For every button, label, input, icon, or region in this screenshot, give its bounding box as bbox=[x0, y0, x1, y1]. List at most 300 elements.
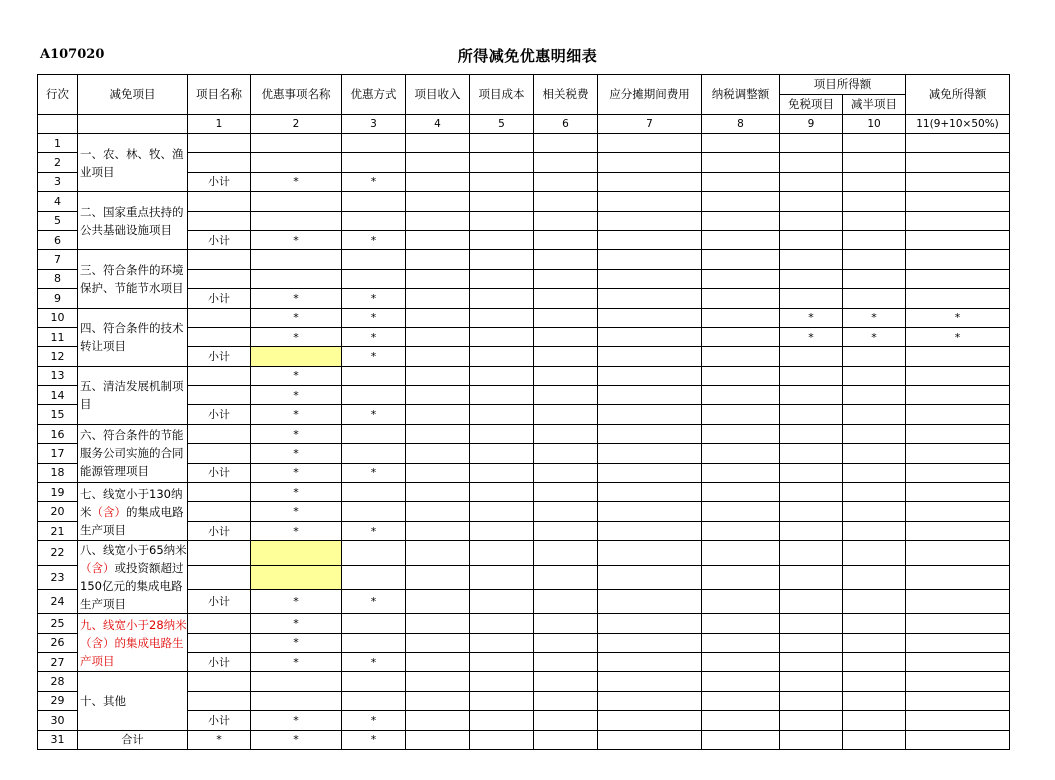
cell bbox=[406, 405, 470, 424]
star-mark: * bbox=[251, 386, 342, 405]
star-mark: * bbox=[843, 308, 906, 327]
row-number: 29 bbox=[38, 691, 78, 710]
header-related-taxes: 相关税费 bbox=[534, 75, 598, 115]
star-mark: * bbox=[780, 327, 843, 346]
row-number: 19 bbox=[38, 483, 78, 502]
cell bbox=[780, 691, 843, 710]
cell bbox=[906, 652, 1010, 671]
category-label: 七、线宽小于130纳米（含）的集成电路生产项目 bbox=[78, 483, 188, 541]
subtotal-label: 小计 bbox=[188, 405, 251, 424]
total-label: 合计 bbox=[78, 730, 188, 749]
cell bbox=[843, 730, 906, 749]
cell bbox=[188, 366, 251, 385]
cell bbox=[702, 730, 780, 749]
cell bbox=[470, 711, 534, 730]
cell bbox=[598, 424, 702, 443]
cell bbox=[406, 521, 470, 540]
cell bbox=[406, 711, 470, 730]
cell bbox=[702, 153, 780, 172]
cell bbox=[406, 444, 470, 463]
cell bbox=[598, 134, 702, 153]
row-number: 25 bbox=[38, 614, 78, 633]
category-label: 三、符合条件的环境保护、节能节水项目 bbox=[78, 250, 188, 308]
cell bbox=[406, 366, 470, 385]
cell bbox=[406, 672, 470, 691]
cell bbox=[534, 589, 598, 613]
cell bbox=[906, 541, 1010, 565]
cell bbox=[598, 614, 702, 633]
col-number: 6 bbox=[534, 115, 598, 134]
cell bbox=[342, 269, 406, 288]
cell bbox=[780, 502, 843, 521]
col-number: 11(9+10×50%) bbox=[906, 115, 1010, 134]
row-number: 20 bbox=[38, 502, 78, 521]
row-number: 4 bbox=[38, 192, 78, 211]
cell bbox=[598, 521, 702, 540]
cell bbox=[702, 565, 780, 589]
cell bbox=[470, 327, 534, 346]
cell bbox=[470, 405, 534, 424]
cell bbox=[906, 672, 1010, 691]
cell bbox=[780, 444, 843, 463]
cell bbox=[780, 672, 843, 691]
cell bbox=[843, 652, 906, 671]
cell bbox=[534, 192, 598, 211]
cell bbox=[906, 502, 1010, 521]
total-row bbox=[38, 730, 1010, 749]
cell bbox=[843, 633, 906, 652]
cell bbox=[598, 444, 702, 463]
cell bbox=[406, 153, 470, 172]
cell bbox=[406, 463, 470, 482]
cell bbox=[534, 211, 598, 230]
star-mark: * bbox=[251, 308, 342, 327]
cell bbox=[188, 672, 251, 691]
star-mark: * bbox=[251, 172, 342, 191]
cell bbox=[598, 172, 702, 191]
header-project-name: 项目名称 bbox=[188, 75, 251, 115]
cell bbox=[342, 424, 406, 443]
cell bbox=[702, 211, 780, 230]
cell bbox=[843, 521, 906, 540]
cell bbox=[843, 424, 906, 443]
cell bbox=[702, 386, 780, 405]
cell bbox=[534, 405, 598, 424]
cell bbox=[534, 633, 598, 652]
table-row bbox=[38, 308, 1010, 327]
star-mark: * bbox=[342, 730, 406, 749]
cell bbox=[843, 672, 906, 691]
cell bbox=[598, 250, 702, 269]
row-number: 6 bbox=[38, 230, 78, 249]
cell bbox=[702, 521, 780, 540]
cell bbox=[534, 463, 598, 482]
cell bbox=[906, 250, 1010, 269]
cell bbox=[251, 192, 342, 211]
cell bbox=[906, 730, 1010, 749]
cell bbox=[780, 289, 843, 308]
star-mark: * bbox=[251, 730, 342, 749]
star-mark: * bbox=[251, 424, 342, 443]
star-mark: * bbox=[251, 614, 342, 633]
col-number: 1 bbox=[188, 115, 251, 134]
cell bbox=[598, 289, 702, 308]
cell bbox=[780, 541, 843, 565]
cell bbox=[906, 192, 1010, 211]
header-tax-exempt: 免税项目 bbox=[780, 95, 843, 115]
cell bbox=[843, 386, 906, 405]
cell bbox=[843, 230, 906, 249]
row-number: 14 bbox=[38, 386, 78, 405]
star-mark: * bbox=[251, 711, 342, 730]
cell bbox=[598, 386, 702, 405]
col-number: 5 bbox=[470, 115, 534, 134]
cell bbox=[780, 172, 843, 191]
cell bbox=[406, 614, 470, 633]
row-number: 31 bbox=[38, 730, 78, 749]
star-mark: * bbox=[342, 589, 406, 613]
cell bbox=[188, 134, 251, 153]
cell bbox=[843, 565, 906, 589]
row-number: 10 bbox=[38, 308, 78, 327]
row-number: 12 bbox=[38, 347, 78, 366]
cell bbox=[342, 672, 406, 691]
star-mark: * bbox=[251, 502, 342, 521]
header-half-reduction: 减半项目 bbox=[843, 95, 906, 115]
cell bbox=[251, 153, 342, 172]
row-number: 27 bbox=[38, 652, 78, 671]
cell bbox=[188, 386, 251, 405]
col-number: 2 bbox=[251, 115, 342, 134]
cell bbox=[906, 424, 1010, 443]
cell bbox=[598, 565, 702, 589]
cell bbox=[251, 672, 342, 691]
cell bbox=[342, 565, 406, 589]
cell bbox=[406, 730, 470, 749]
table-row bbox=[38, 250, 1010, 269]
cell bbox=[780, 405, 843, 424]
cell bbox=[470, 483, 534, 502]
cell bbox=[843, 366, 906, 385]
cell bbox=[702, 327, 780, 346]
subtotal-label: 小计 bbox=[188, 347, 251, 366]
category-label: 四、符合条件的技术转让项目 bbox=[78, 308, 188, 366]
cell bbox=[406, 589, 470, 613]
header-reduction-amount: 减免所得额 bbox=[906, 75, 1010, 115]
cell bbox=[598, 730, 702, 749]
cell bbox=[702, 633, 780, 652]
cell bbox=[780, 134, 843, 153]
cell bbox=[470, 386, 534, 405]
cell bbox=[188, 424, 251, 443]
star-mark: * bbox=[251, 463, 342, 482]
cell bbox=[780, 521, 843, 540]
category-label: 五、清洁发展机制项目 bbox=[78, 366, 188, 424]
cell bbox=[598, 463, 702, 482]
cell bbox=[470, 172, 534, 191]
cell bbox=[188, 269, 251, 288]
cell bbox=[534, 172, 598, 191]
star-mark: * bbox=[906, 308, 1010, 327]
cell bbox=[406, 327, 470, 346]
cell bbox=[342, 192, 406, 211]
cell bbox=[406, 541, 470, 565]
row-number: 22 bbox=[38, 541, 78, 565]
cell bbox=[598, 691, 702, 710]
cell bbox=[702, 691, 780, 710]
row-number: 21 bbox=[38, 521, 78, 540]
cell bbox=[780, 347, 843, 366]
star-mark: * bbox=[251, 444, 342, 463]
cell bbox=[251, 211, 342, 230]
cell bbox=[251, 541, 342, 565]
cell bbox=[188, 691, 251, 710]
cell bbox=[406, 134, 470, 153]
cell bbox=[598, 327, 702, 346]
category-label: 二、国家重点扶持的公共基础设施项目 bbox=[78, 192, 188, 250]
subtotal-label: 小计 bbox=[188, 289, 251, 308]
cell bbox=[188, 444, 251, 463]
row-number: 24 bbox=[38, 589, 78, 613]
cell bbox=[534, 308, 598, 327]
cell bbox=[470, 366, 534, 385]
row-number: 30 bbox=[38, 711, 78, 730]
cell bbox=[598, 502, 702, 521]
category-label: 六、符合条件的节能服务公司实施的合同能源管理项目 bbox=[78, 424, 188, 482]
cell bbox=[843, 711, 906, 730]
cell bbox=[534, 614, 598, 633]
cell bbox=[188, 483, 251, 502]
cell bbox=[780, 153, 843, 172]
cell bbox=[534, 541, 598, 565]
star-mark: * bbox=[342, 652, 406, 671]
cell bbox=[906, 691, 1010, 710]
cell bbox=[534, 565, 598, 589]
cell bbox=[188, 211, 251, 230]
cell bbox=[906, 405, 1010, 424]
star-mark: * bbox=[906, 327, 1010, 346]
cell bbox=[470, 730, 534, 749]
row-number: 23 bbox=[38, 565, 78, 589]
header-preference-name: 优惠事项名称 bbox=[251, 75, 342, 115]
cell bbox=[780, 730, 843, 749]
cell bbox=[780, 424, 843, 443]
cell bbox=[843, 134, 906, 153]
row-number: 15 bbox=[38, 405, 78, 424]
cell bbox=[406, 289, 470, 308]
cell bbox=[780, 652, 843, 671]
star-mark: * bbox=[342, 521, 406, 540]
star-mark: * bbox=[342, 230, 406, 249]
subtotal-label: 小计 bbox=[188, 230, 251, 249]
cell bbox=[470, 633, 534, 652]
star-mark: * bbox=[251, 633, 342, 652]
cell bbox=[470, 134, 534, 153]
cell bbox=[780, 711, 843, 730]
cell bbox=[470, 230, 534, 249]
cell bbox=[598, 652, 702, 671]
cell bbox=[906, 230, 1010, 249]
cell bbox=[534, 347, 598, 366]
cell bbox=[342, 250, 406, 269]
cell bbox=[470, 614, 534, 633]
cell bbox=[906, 633, 1010, 652]
star-mark: * bbox=[251, 652, 342, 671]
header-period-expenses: 应分摊期间费用 bbox=[598, 75, 702, 115]
table-row bbox=[38, 614, 1010, 633]
header-item: 减免项目 bbox=[78, 75, 188, 115]
cell bbox=[470, 269, 534, 288]
cell bbox=[406, 347, 470, 366]
cell bbox=[702, 289, 780, 308]
cell bbox=[406, 211, 470, 230]
cell bbox=[534, 289, 598, 308]
row-number: 2 bbox=[38, 153, 78, 172]
cell bbox=[406, 565, 470, 589]
cell bbox=[188, 153, 251, 172]
header-preference-method: 优惠方式 bbox=[342, 75, 406, 115]
cell bbox=[470, 502, 534, 521]
cell bbox=[906, 565, 1010, 589]
cell bbox=[342, 444, 406, 463]
cell bbox=[470, 691, 534, 710]
star-mark: * bbox=[342, 172, 406, 191]
cell bbox=[598, 347, 702, 366]
cell bbox=[906, 153, 1010, 172]
cell bbox=[534, 230, 598, 249]
cell bbox=[702, 308, 780, 327]
cell bbox=[906, 521, 1010, 540]
cell bbox=[342, 366, 406, 385]
cell bbox=[702, 172, 780, 191]
cell bbox=[534, 652, 598, 671]
cell bbox=[534, 502, 598, 521]
star-mark: * bbox=[780, 308, 843, 327]
cell bbox=[780, 230, 843, 249]
header-project-cost: 项目成本 bbox=[470, 75, 534, 115]
subtotal-label: 小计 bbox=[188, 463, 251, 482]
cell bbox=[843, 691, 906, 710]
cell bbox=[342, 633, 406, 652]
cell bbox=[702, 405, 780, 424]
cell bbox=[406, 652, 470, 671]
cell bbox=[843, 269, 906, 288]
cell bbox=[342, 153, 406, 172]
table-row bbox=[38, 134, 1010, 153]
cell bbox=[188, 327, 251, 346]
cell bbox=[534, 691, 598, 710]
header-row-no: 行次 bbox=[38, 75, 78, 115]
cell bbox=[598, 672, 702, 691]
star-mark: * bbox=[342, 405, 406, 424]
cell bbox=[534, 386, 598, 405]
cell bbox=[598, 633, 702, 652]
cell bbox=[598, 308, 702, 327]
star-mark: * bbox=[251, 483, 342, 502]
col-number: 10 bbox=[843, 115, 906, 134]
star-mark: * bbox=[342, 347, 406, 366]
cell bbox=[780, 192, 843, 211]
row-number: 28 bbox=[38, 672, 78, 691]
cell bbox=[406, 483, 470, 502]
cell bbox=[843, 541, 906, 565]
cell bbox=[470, 672, 534, 691]
subtotal-label: 小计 bbox=[188, 652, 251, 671]
cell bbox=[843, 211, 906, 230]
header-project-income: 项目收入 bbox=[406, 75, 470, 115]
row-number: 9 bbox=[38, 289, 78, 308]
cell bbox=[906, 366, 1010, 385]
cell bbox=[598, 483, 702, 502]
detail-table bbox=[37, 74, 1010, 750]
cell bbox=[342, 483, 406, 502]
cell bbox=[534, 327, 598, 346]
cell bbox=[342, 502, 406, 521]
cell bbox=[406, 308, 470, 327]
cell bbox=[906, 172, 1010, 191]
cell bbox=[598, 192, 702, 211]
cell bbox=[188, 614, 251, 633]
cell bbox=[406, 386, 470, 405]
cell bbox=[780, 589, 843, 613]
cell bbox=[702, 347, 780, 366]
header-tax-adjustment: 纳税调整额 bbox=[702, 75, 780, 115]
cell bbox=[702, 502, 780, 521]
form-code: A107020 bbox=[40, 47, 105, 62]
category-label: 十、其他 bbox=[78, 672, 188, 730]
cell bbox=[780, 633, 843, 652]
cell bbox=[702, 614, 780, 633]
cell bbox=[702, 672, 780, 691]
cell bbox=[406, 269, 470, 288]
cell bbox=[406, 502, 470, 521]
cell bbox=[702, 250, 780, 269]
cell bbox=[843, 289, 906, 308]
cell bbox=[342, 541, 406, 565]
cell bbox=[843, 463, 906, 482]
subtotal-label: 小计 bbox=[188, 172, 251, 191]
row-number: 5 bbox=[38, 211, 78, 230]
star-mark: * bbox=[342, 308, 406, 327]
star-mark: * bbox=[251, 589, 342, 613]
cell bbox=[702, 192, 780, 211]
row-number: 16 bbox=[38, 424, 78, 443]
cell bbox=[843, 502, 906, 521]
cell bbox=[342, 134, 406, 153]
cell bbox=[906, 134, 1010, 153]
cell bbox=[470, 444, 534, 463]
cell bbox=[702, 589, 780, 613]
cell bbox=[780, 565, 843, 589]
star-mark: * bbox=[843, 327, 906, 346]
table-row bbox=[38, 424, 1010, 443]
cell bbox=[702, 711, 780, 730]
row-number: 7 bbox=[38, 250, 78, 269]
cell bbox=[702, 652, 780, 671]
table-row bbox=[38, 672, 1010, 691]
cell bbox=[906, 269, 1010, 288]
cell bbox=[470, 211, 534, 230]
cell bbox=[406, 172, 470, 191]
cell bbox=[598, 211, 702, 230]
page-title: 所得减免优惠明细表 bbox=[457, 47, 598, 65]
cell bbox=[780, 211, 843, 230]
star-mark: * bbox=[342, 463, 406, 482]
star-mark: * bbox=[251, 366, 342, 385]
cell bbox=[843, 172, 906, 191]
cell bbox=[843, 347, 906, 366]
row-number: 13 bbox=[38, 366, 78, 385]
